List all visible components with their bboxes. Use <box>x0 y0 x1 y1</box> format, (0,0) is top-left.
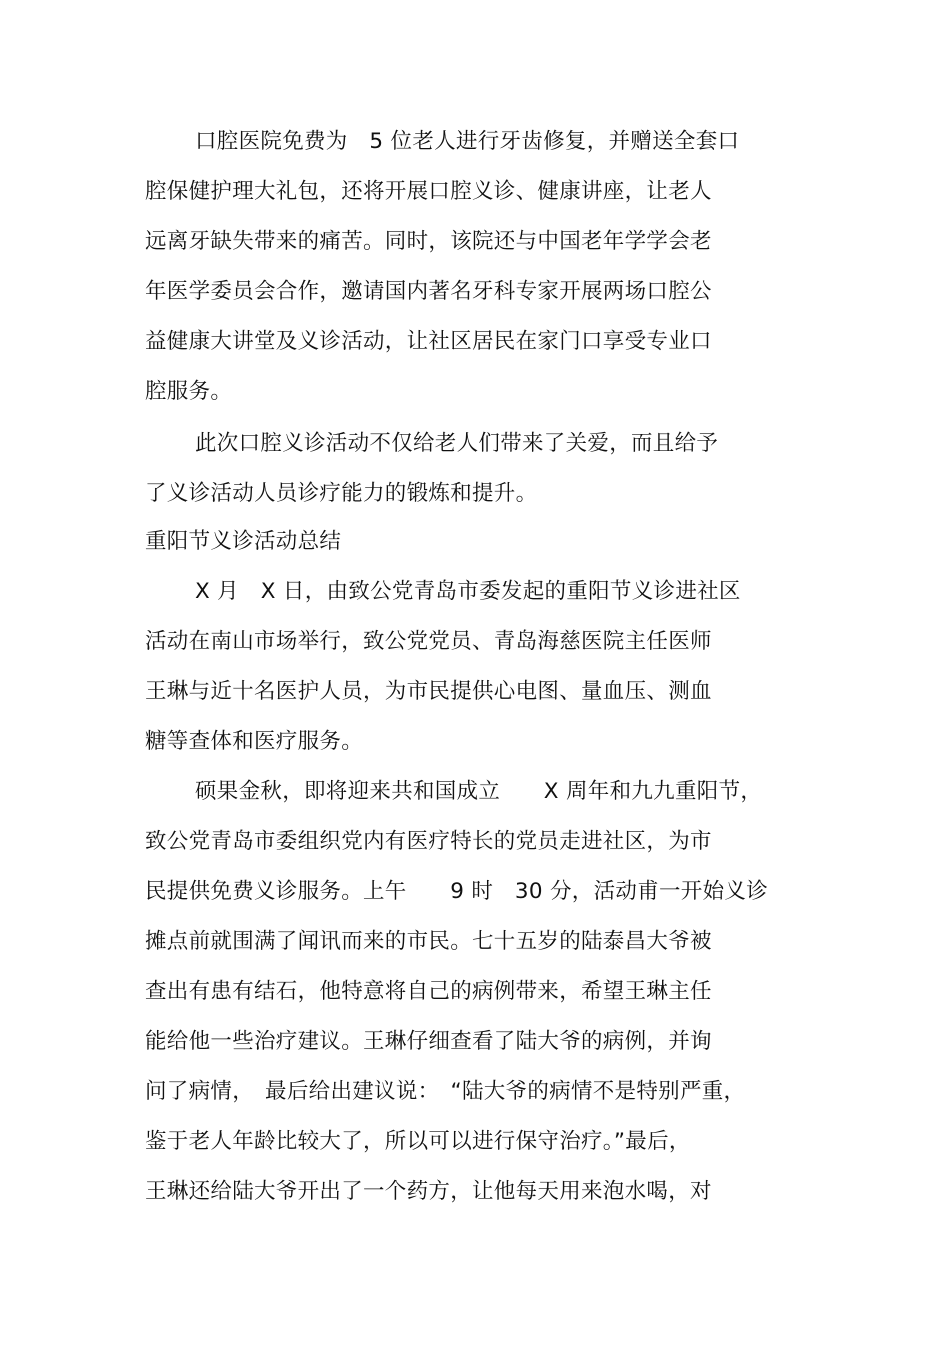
paragraph-1-line-1: 口腔医院免费为 5 位老人进行牙齿修复，并赠送全套口 <box>195 129 740 154</box>
paragraph-3-line-3: 王琳与近十名医护人员，为市民提供心电图、量血压、测血 <box>145 679 712 704</box>
paragraph-4-line-4: 摊点前就围满了闻讯而来的市民。七十五岁的陆泰昌大爷被 <box>145 929 712 954</box>
paragraph-1-line-2: 腔保健护理大礼包，还将开展口腔义诊、健康讲座，让老人 <box>145 179 712 204</box>
paragraph-4-line-9: 王琳还给陆大爷开出了一个药方，让他每天用来泡水喝，对 <box>145 1179 712 1204</box>
paragraph-1-line-6: 腔服务。 <box>145 379 233 404</box>
paragraph-3-line-2: 活动在南山市场举行，致公党党员、青岛海慈医院主任医师 <box>145 629 712 654</box>
paragraph-3-line-4: 糖等查体和医疗服务。 <box>145 729 364 754</box>
paragraph-1-line-5: 益健康大讲堂及义诊活动，让社区居民在家门口享受专业口 <box>145 329 712 354</box>
paragraph-4-line-7: 问了病情， 最后给出建议说： “陆大爷的病情不是特别严重， <box>145 1079 746 1104</box>
paragraph-4-line-6: 能给他一些治疗建议。王琳仔细查看了陆大爷的病例，并询 <box>145 1029 712 1054</box>
paragraph-1-line-4: 年医学委员会合作，邀请国内著名牙科专家开展两场口腔公 <box>145 279 712 304</box>
paragraph-4-line-3: 民提供免费义诊服务。上午 9 时 30 分，活动甫一开始义诊 <box>145 879 769 904</box>
paragraph-4-line-8: 鉴于老人年龄比较大了，所以可以进行保守治疗。”最后， <box>145 1129 691 1154</box>
paragraph-4-line-2: 致公党青岛市委组织党内有医疗特长的党员走进社区，为市 <box>145 829 712 854</box>
paragraph-2-line-1: 此次口腔义诊活动不仅给老人们带来了关爱，而且给予 <box>195 431 719 456</box>
paragraph-2-line-2: 了义诊活动人员诊疗能力的锻炼和提升。 <box>145 481 538 506</box>
paragraph-4-line-1: 硕果金秋，即将迎来共和国成立 X 周年和九九重阳节， <box>195 779 763 804</box>
paragraph-1-line-3: 远离牙缺失带来的痛苦。同时，该院还与中国老年学学会老 <box>145 229 712 254</box>
paragraph-3-line-1: X 月 X 日，由致公党青岛市委发起的重阳节义诊进社区 <box>195 579 741 604</box>
paragraph-4-line-5: 查出有患有结石，他特意将自己的病例带来，希望王琳主任 <box>145 979 712 1004</box>
section-title: 重阳节义诊活动总结 <box>145 529 342 554</box>
